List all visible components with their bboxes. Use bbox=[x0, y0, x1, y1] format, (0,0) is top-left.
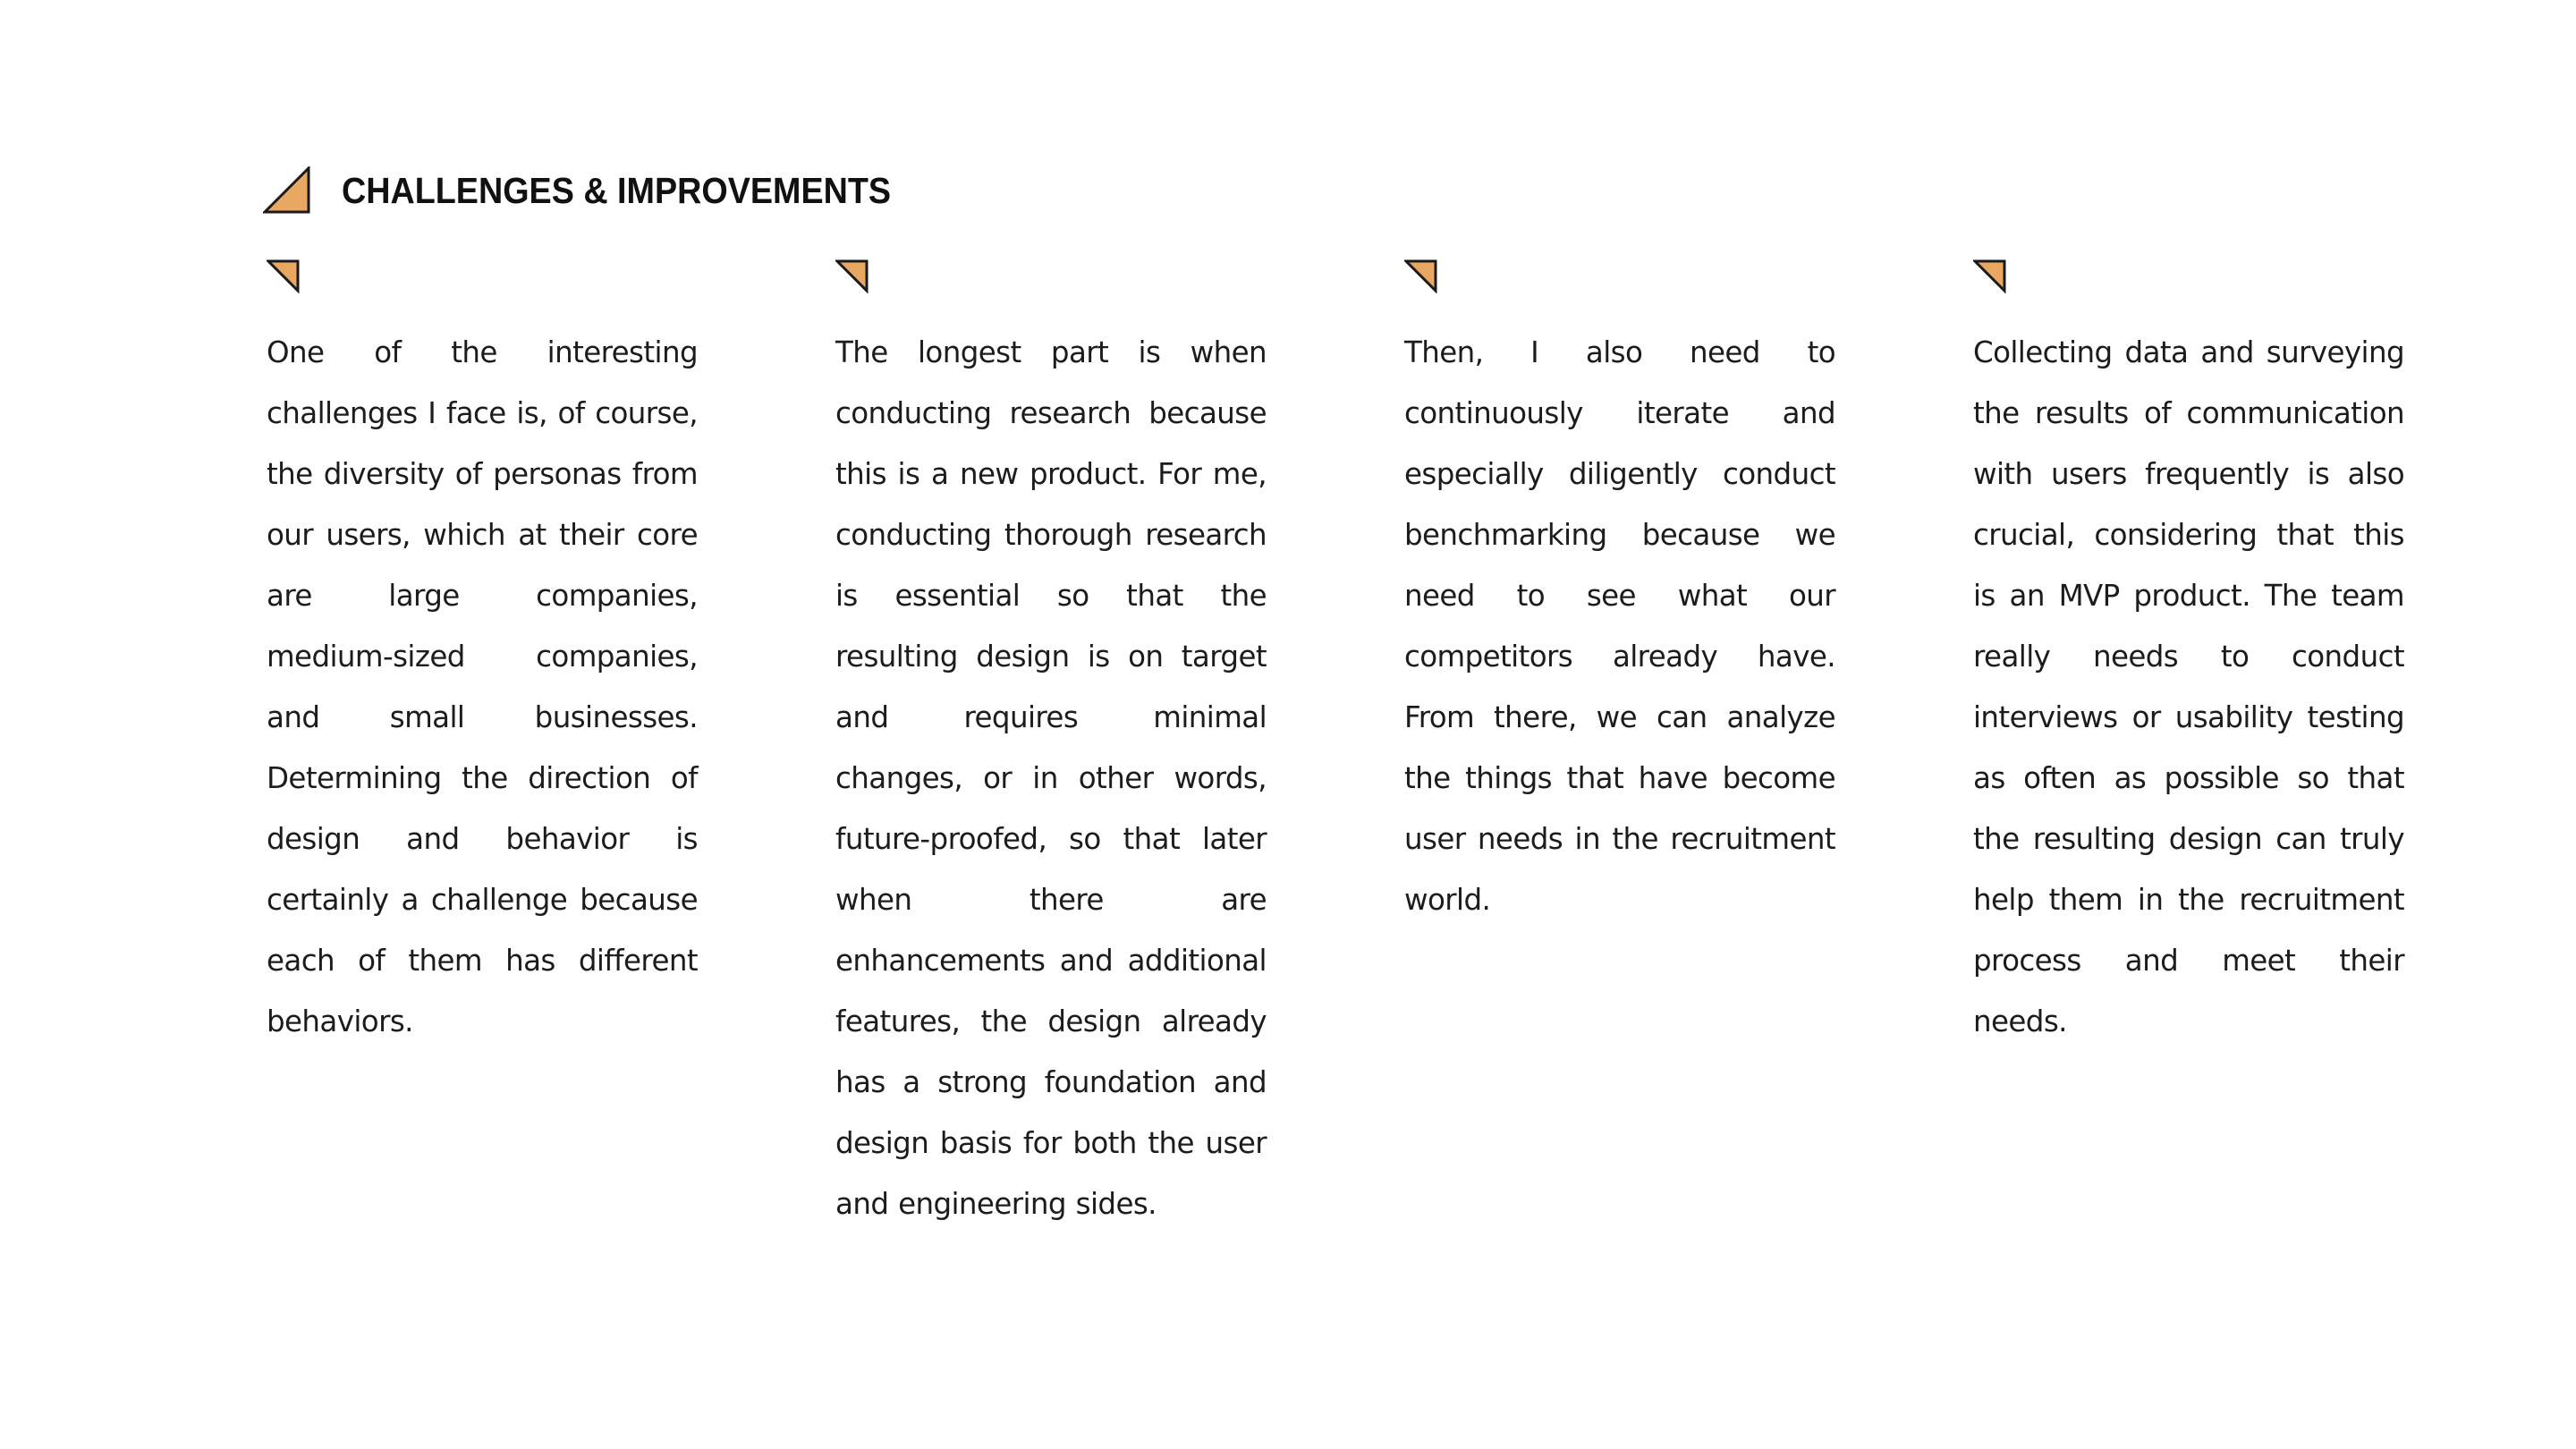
triangle-icon bbox=[263, 166, 311, 215]
section-heading bbox=[263, 166, 938, 215]
triangle-marker-icon bbox=[267, 259, 301, 293]
challenge-text: Then, I also need to continuously iterate and especially diligently conduct benchmarking because we need to see what our competitors already have. From there, we can analyze the things that have become user needs in the recruitment world. bbox=[1404, 335, 1835, 917]
challenge-column-1 bbox=[265, 259, 698, 1052]
section-title: CHALLENGES & IMPROVEMENTS bbox=[342, 169, 892, 211]
challenge-column-3 bbox=[1402, 259, 1835, 930]
challenge-column-2 bbox=[834, 259, 1267, 1234]
triangle-marker-icon bbox=[1973, 259, 2007, 293]
challenge-text: One of the interesting challenges I face is, of course, the diversity of personas from our users, which at their core are large companies, medium-sized companies, and small businesses. Determining the direction of design and behavior is certainly a challenge because each of them has different behaviors. bbox=[267, 335, 698, 1038]
triangle-marker-icon bbox=[1404, 259, 1438, 293]
challenge-column-4 bbox=[1971, 259, 2404, 1052]
triangle-marker-icon bbox=[835, 259, 869, 293]
challenge-text: Collecting data and surveying the results of communication with users frequently is also crucial, considering that this is an MVP product. The team really needs to conduct interviews or usability testing as often as possible so that the resulting design can truly help them in the recruitment process and meet their needs. bbox=[1973, 335, 2404, 1038]
challenge-text: The longest part is when conducting research because this is a new product. For me, conducting thorough research is essential so that the resulting design is on target and requires minimal changes, or in other words, future-proofed, so that later when there are enhancements and additional features, the design already has a strong foundation and design basis for both the user and engineering sides. bbox=[835, 335, 1267, 1221]
